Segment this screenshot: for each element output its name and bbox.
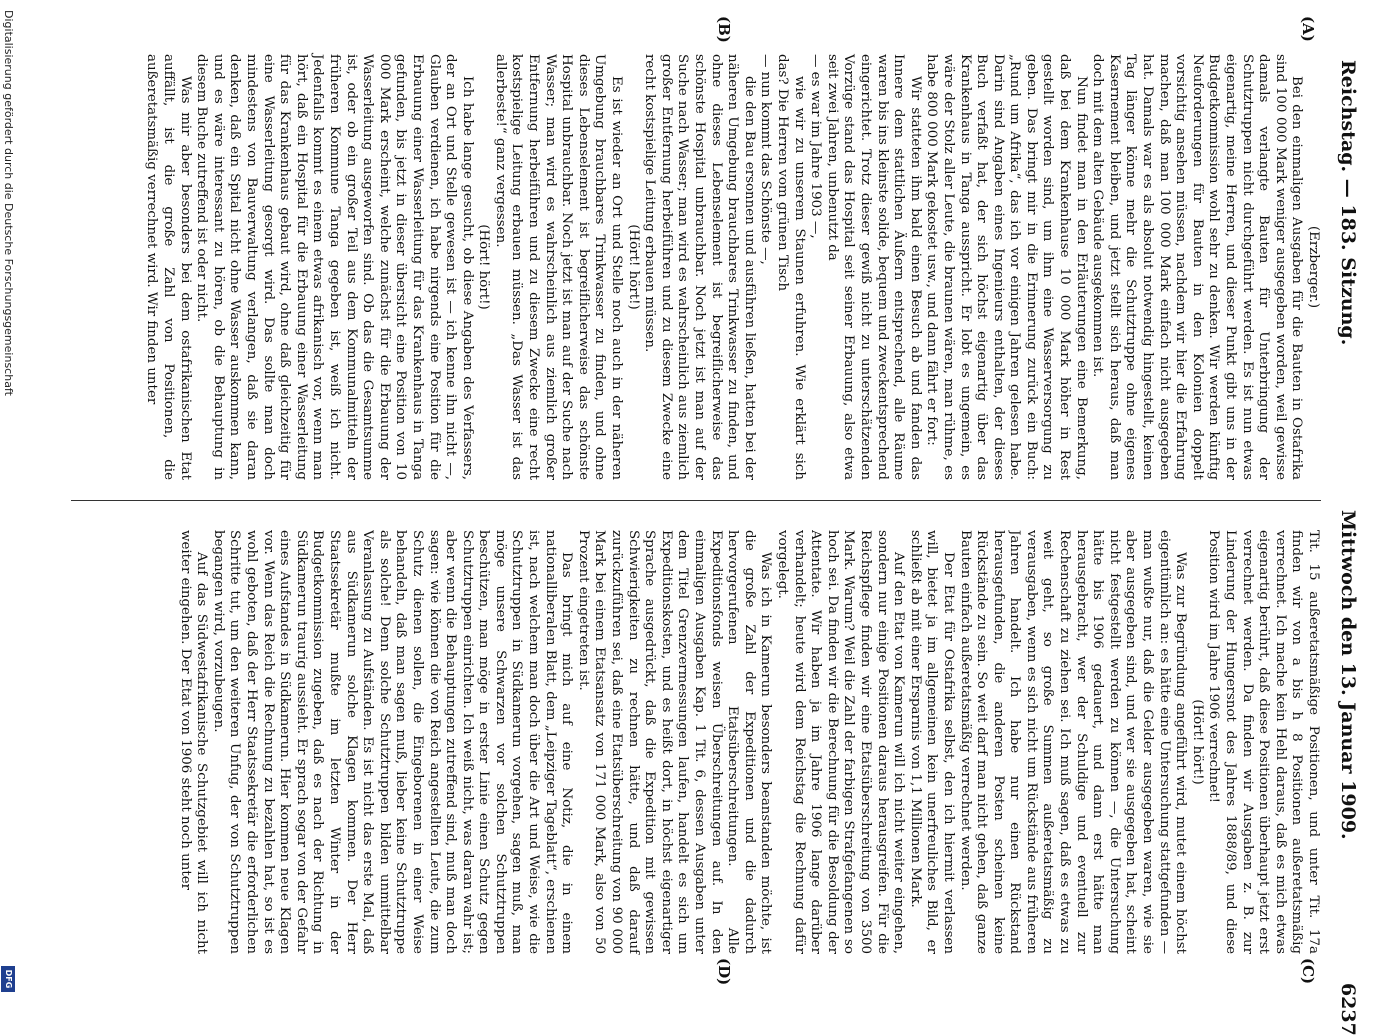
paragraph: — es war im Jahre 1903 —,: [808, 54, 824, 239]
paragraph: — nun kommt das Schönste —,: [758, 54, 774, 265]
paragraph: Auf das Südwestafrikanische Schutzgebiet will ich nicht weiter eingehen. Der Etat von 1906 steht noch unter: [177, 530, 210, 954]
footer-strip: [0, 0, 16, 1000]
paragraph: Das bringt mich auf eine Notiz, die in einem nationalliberalen Blatt, dem „Leipziger Tageblatt“, erschienen ist, nach welchem man doch über die Art und Weise, wie die Schutztruppen in Südkamerun vorgehen, sagen muß, man möge unsere Schwarzen vor solchen Schutztruppen beschützen, man möge in erster Linie einen Schutz gegen Schutztruppen einrichten. Ich weiß nicht, was daran wahr ist; aber wenn die Behauptungen zutreffend sind, muß man doch sagen: wie können die von Reich angestellten Leute, die zum Schutz dienen sollen, die Eingeborenen in einer Weise behandeln, daß man sagen muß, lieber keine Schutztruppe als solche! Denn solche Schutztruppen bilden unmittelbar Veranlassung zu Aufständen. Es ist nicht das erste Mal, daß aus Südkamerun solche Klagen kommen. Der Herr Staatssekretär mußte im letzten Winter in der Budgetkommission zugeben, daß es nach der Richtung in Südkamerun traurig aussieht. Er sprach sogar von der Gefahr eines Aufstandes in Südkamerun. Hier kommen neue Klagen vor. Wenn das Reich die Rechnung zu bezahlen hat, so ist es wohl geboten, daß der Herr Staatssekretär die erforderlichen Schritte tut, um den weiteren Unfug, der von Schutztruppen begangen wird, vorzubeugen.: [210, 530, 575, 954]
scan-edge-mark: [1379, 0, 1383, 140]
paragraph: Der Etat für Ostafrika selbst, den ich hiermit verlassen will, bietet ja im allgemeinen kein unerfreuliches Bild, er schließt ab mit einer Ersparnis von 1,1 Millionen Mark.: [907, 530, 956, 954]
header-date: Mittwoch den 13. Januar 1909.: [1337, 510, 1359, 840]
right-column: [61, 530, 1321, 994]
paragraph: Wir statteten ihm bald einen Besuch ab und fanden das Innere dem stattlichen Äußern entsprechend, alle Räume waren bis ins kleinste solide, bequem und zweckentsprechend eingerichtet. Trotz dieser gewiß nicht zu unterschätzenden Vorzüge stand das Hospital seit seiner Erbauung, also etwa seit zwei Jahren, unbenutzt da: [824, 54, 923, 480]
paragraph: Es ist wieder an Ort und Stelle noch auch in der näheren Umgebung brauchbares Trinkwasser zu finden, und ohne dieses Lebenselement ist begreiflicherweise das schönste Hospital unbrauchbar. Noch jetzt ist man auf der Suche nach Wasser; man wird es wahrscheinlich aus ziemlich großer Entfernung herbeiführen und zu diesem Zwecke eine recht kostspielige Leitung erbauen müssen. „Das Wasser ist das allerbeste!“ ganz vergessen.: [492, 54, 625, 480]
paragraph: Auf den Etat von Kamerun will ich nicht weiter eingehen, sondern nur einige Positionen daraus herausgreifen. Für die Reichspflege finden wir eine Etatsüberschreitung von 3500 Mark. Warum? Weil die Zahl der farbigen Strafgefangenen so hoch sei. Da finden wir die Berechnung für die Besoldung der Attentate. Wir haben ja im Jahre 1906 lange darüber verhandelt; heute wird dem Reichstag die Rechnung dafür vorgelegt.: [775, 530, 907, 954]
paragraph: Ich habe lange gesucht, ob diese Angaben des Verfassers, der an Ort und Stelle gewesen ist — ich kenne ihn nicht —, Glauben verdienen, ich habe nirgends eine Position für die Erbauung einer Wasserleitung für das Krankenhaus in Tanga gefunden, bis jetzt in dieser übersicht eine Position von 10 000 Mark erscheint, welche zunächst für die Erbauung der Wasserleitung ausgeworfen sind. Ob das die Gesamtsumme ist, oder ob ein großer Teil aus dem Kommunalmitteln der früheren Kommune Tanga gegeben ist, weiß ich nicht. Jedenfalls kommt es einem etwas afrikanisch vor, wenn man hört, daß ein Hospital für die Erbauung einer Wasserleitung für das Krankenhaus gebaut wird, ohne daß gleichzeitig für eine Wasserleitung gesorgt wird. Das sollte man doch mindestens von Bauverwaltung verlangen, daß sie daran denken, daß ein Spital nicht ohne Wasser auskommen kann, und es wäre interessant zu hören, ob die Behauptung in diesem Buche zutreffend ist oder nicht.: [194, 54, 475, 480]
margin-mark-b: (B): [715, 16, 733, 43]
page-number: 6237: [1337, 982, 1359, 1036]
paragraph: Was mir aber besonders bei dem ostafrikanischen Etat auffällt, ist die große Zahl von Positionen, die außeretatsmäßig verrechnet wird. Wir finden unter: [144, 54, 193, 480]
interjection: (Hört! hört!): [1189, 699, 1205, 785]
paragraph: die den Bau ersonnen und ausführen ließen, hatten bei der näheren Umgebung brauchbares Trinkwasser zu finden, und ohne dieses Lebenselement ist begreiflicherweise das schönste Hospital unbrauchbar. Noch jetzt ist man auf der Suche nach Wasser; man wird es wahrscheinlich aus ziemlich großer Entfernung herbeiführen und zu diesem Zwecke eine recht kostspielige Leitung erbauen müssen.: [642, 54, 757, 480]
digitization-credit: Digitalisierung gefördert durch die Deutsche Forschungsgemeinschaft: [2, 10, 15, 396]
running-header-right: [1327, 510, 1359, 1036]
margin-mark-a: (A): [1299, 16, 1317, 42]
paragraph: Nun findet man in den Erläuterungen eine Bemerkung, daß bei dem Krankenhause 10 000 Mark höher in Rest gestellt worden sind, um ihm eine Wasserversorgung zu geben. Das bringt mir in die Erinnerung zurück ein Buch: „Rund um Afrika“, das ich vor einigen Jahren gelesen habe. Darin sind Angaben eines Ingenieurs enthalten, der dieses Buch verfaßt hat, der sich höchst eigenartig über das Krankenhaus in Tanga ausspricht. Er lobt es ungemein, es wäre der Stolz aller Leute, die braunen wären, man rühme, es habe 800 000 Mark gekostet usw., und dann fährt er fort:: [924, 54, 1089, 480]
paragraph: wie wir zu unserem Staunen erfuhren. Wie erklärt sich das? Die Herren vom grünen Tisch: [775, 54, 807, 480]
margin-mark-d: (D): [715, 958, 733, 986]
paragraph: Was ich in Kamerun besonders beanstanden möchte, ist die große Zahl der Expeditionen und die dadurch hervorgerufenen Etatsüberschreitungen. Alle Expeditionsfonds weisen Überschreitungen auf. In den einmaligen Ausgaben Kap. 1 Tit. 6, dessen Ausgaben unter dem Titel Grenzvermessungen laufen, handelt es sich um Expeditionskosten, und es heißt dort, in höchst eigenartiger Sprache ausgedrückt, daß die Expedition mit gewissen Schwierigkeiten zu rechnen hätte, und daß darauf zurückzuführen sei, daß eine Etatsüberschreitung von 90 000 Mark bei einem Etatsansatz von 171 000 Mark, also von 50 Prozent eingetreten ist.: [575, 530, 774, 954]
interjection: (Erzberger.): [1306, 225, 1321, 309]
paragraph: Tit. 15 außeretatsmäßige Positionen, und unter Tit. 17a finden wir von a bis h 8 Positionen außeretatsmäßig verrechnet. Ich mache kein Hehl daraus, daß es mich etwas eigenartig berührt, daß diese Positionen überhaupt jetzt erst verrechnet werden. Da finden wir Ausgaben z. B. zur Linderung der Hungersnot des Jahres 1888/89, und diese Position wird im Jahre 1906 verrechnet!: [1206, 530, 1321, 954]
interjection: (Hört! hört!): [625, 224, 641, 310]
paragraph: Was zur Begründung angeführt wird, mutet einem höchst eigentümlich an: es hätte eine Untersuchung stattgefunden — man wußte nur, daß die Gelder ausgegeben waren, wie sie aber ausgegeben sind, und wer sie ausgegeben hat, scheint nicht festgestellt werden zu können —, die Untersuchung hätte bis 1906 gedauert, und dann erst hätte man herausgebracht, wer der Schuldige und eventuell zur Rechenschaft zu ziehen sei. Ich muß sagen, daß es etwas zu weit geht, so große Summen außeretatsmäßig zu verausgaben, wenn es sich nicht um Rückstände aus früheren Jahren handelt. Ich habe nur einen Rückstand herausgefunden, die anderen Posten scheinen keine Rückstände zu sein. So weit darf man nicht gehen, daß ganze Bauten einfach außeretatsmäßig verrechnet werden.: [957, 530, 1189, 954]
running-header-left: Reichstag. — 183. Sitzung.: [1337, 60, 1359, 346]
dfg-logo: DFG: [4, 969, 13, 989]
interjection: (Hört! hört!): [476, 224, 492, 310]
paragraph: Bei den einmaligen Ausgaben für die Bauten in Ostafrika sind 100 000 Mark weniger ausgegeben worden, weil gewisse damals verlangte Bauten für Unterbringung der Schutztruppen nicht durchgeführt werden. Es ist nun etwas eigenartig, meine Herren, und dieser Punkt gibt uns in der Budgetkommission wohl sehr zu denken. Wir werden künftig Neuforderungen für Bauten in den Kolonien doppelt vorsichtig ansehen müssen, nachdem wir hier die Erfahrung machen, daß man 100 000 Mark einfach nicht ausgegeben hat. Damals war es als absolut notwendig hingestellt, keinen Tag länger könne mehr die Schutztruppe ohne eigenes Kasernement bleiben, und jetzt stellt sich heraus, daß man doch mit dem alten Gebäude ausgekommen ist.: [1090, 54, 1305, 480]
column-divider: [71, 500, 1321, 501]
left-column: [61, 14, 1321, 480]
margin-mark-c: (C): [1299, 958, 1317, 985]
